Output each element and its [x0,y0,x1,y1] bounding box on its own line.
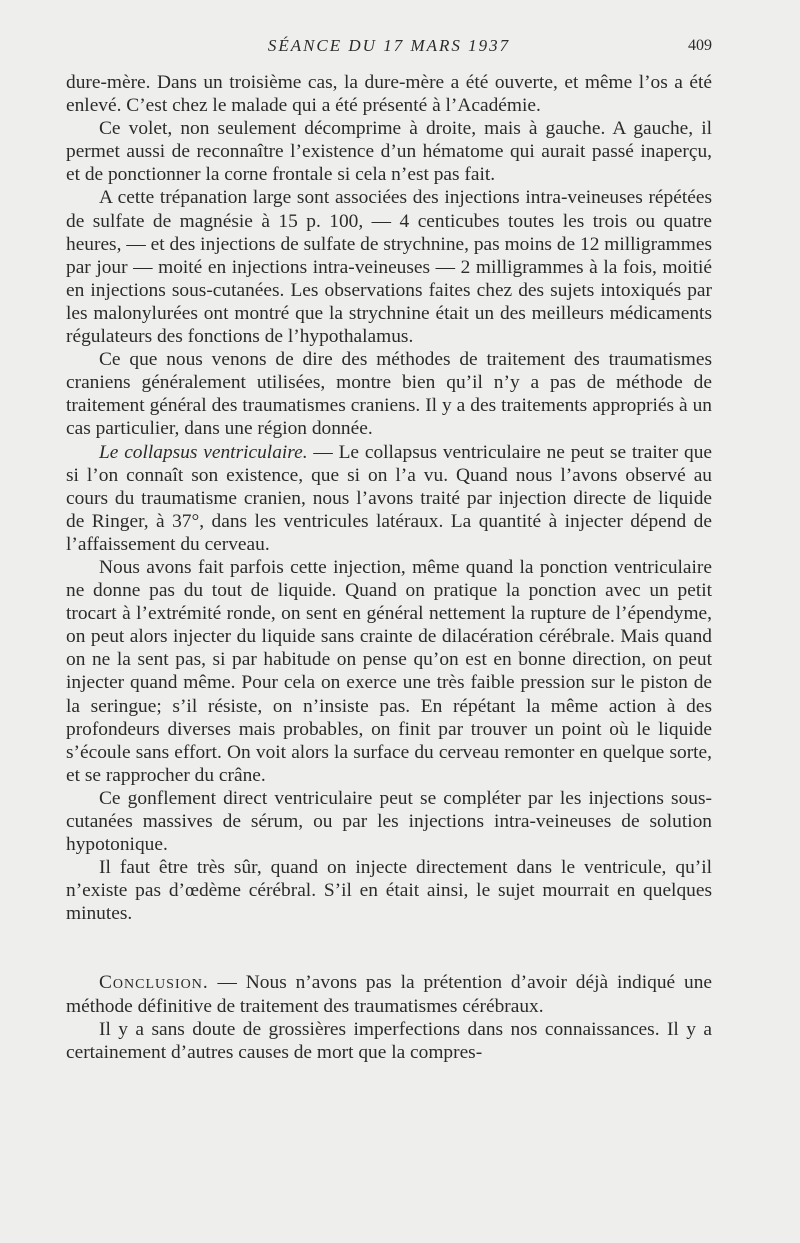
page-number: 409 [688,37,712,54]
paragraph-collapsus [66,441,712,556]
section-title-conclusion: Conclusion. [99,972,209,994]
paragraph-trepanation: A cette trépanation large sont associées des injections intra-veineuses répétées de sulfate de magnésie à 15 p. 100, — 4 centicubes toutes les trois ou quatre heures, — et des injections de sulfate de strychnine, pas moins de 12 milligrammes par jour — moité en injections intra-veineuses — 2 milligrammes à la fois, moitié en injections sous-cutanées. Les observations faites chez des sujets intoxiqués par les malonylurées ont montré que la strychnine était un des meilleurs médicaments régulateurs des fonctions de l’hypothalamus. [66,187,712,348]
paragraph-oedeme: Il faut être très sûr, quand on injecte directement dans le ventricule, qu’il n’existe pas d’œdème cérébral. S’il en était ainsi, le sujet mourrait en quelques minutes. [66,857,712,925]
body-text [66,71,712,1064]
paragraph-methodes: Ce que nous venons de dire des méthodes de traitement des traumatismes craniens généralement utilisées, montre bien qu’il n’y a pas de méthode de traitement général des traumatismes craniens. Il y a des traitements appropriés à un cas particulier, dans une région donnée. [66,349,712,440]
paragraph-conclusion [66,971,712,1017]
paragraph-gonflement: Ce gonflement direct ventriculaire peut se compléter par les injections sous-cutanées massives de sérum, ou par les injections intra-veineuses de solution hypotonique. [66,787,712,856]
running-title: SÉANCE DU 17 MARS 1937 [267,36,511,55]
paragraph-injection: Nous avons fait parfois cette injection, même quand la ponction ventriculaire ne donne pas du tout de liquide. Quand on pratique la ponction avec un petit trocart à l’extrémité ronde, on sent en général nettement la rupture de l’épendyme, on peut alors injecter du liquide sans crainte de dilacération cérébrale. Mais quand on ne la sent pas, si par habitude on pense qu’on est en bonne direction, on peut injecter quand même. Pour cela on exerce une très faible pression sur le piston de la seringue; s’il résiste, on n’insiste pas. En répétant la même action à des profondeurs diverses mais probables, on finit par trouver un point où le liquide s’écoule sans effort. On voit alors la surface du cerveau remonter en quelque sorte, et se rapprocher du crâne. [66,556,712,786]
section-title-collapsus: Le collapsus ventriculaire. [99,441,308,463]
paragraph-volet: Ce volet, non seulement décomprime à droite, mais à gauche. A gauche, il permet aussi de reconnaître l’existence d’un hématome qui aurait passé inaperçu, et de ponctionner la corne frontale si cela n’est pas fait. [66,118,712,186]
conclusion-text: — Nous n’avons pas la prétention d’avoir déjà indiqué une méthode définitive de traitement des traumatismes cérébraux. [66,972,712,1017]
paragraph-continued: dure-mère. Dans un troisième cas, la dure-mère a été ouverte, et même l’os a été enlevé. C’est chez le malade qui a été présenté à l’Académie. [66,72,712,117]
collapsus-text: — Le collapsus ventriculaire ne peut se traiter que si l’on connaît son existence, que si on l’a vu. Quand nous l’avons observé au cours du traumatisme cranien, nous l’avons traité par injection directe de liquide de Ringer, à 37°, dans les ventricules latéraux. La quantité à injecter dépend de l’affaissement du cerveau. [66,441,712,555]
paragraph-imperfections: Il y a sans doute de grossières imperfections dans nos connaissances. Il y a certainement d’autres causes de mort que la compres- [66,1018,712,1063]
running-head [66,36,712,58]
